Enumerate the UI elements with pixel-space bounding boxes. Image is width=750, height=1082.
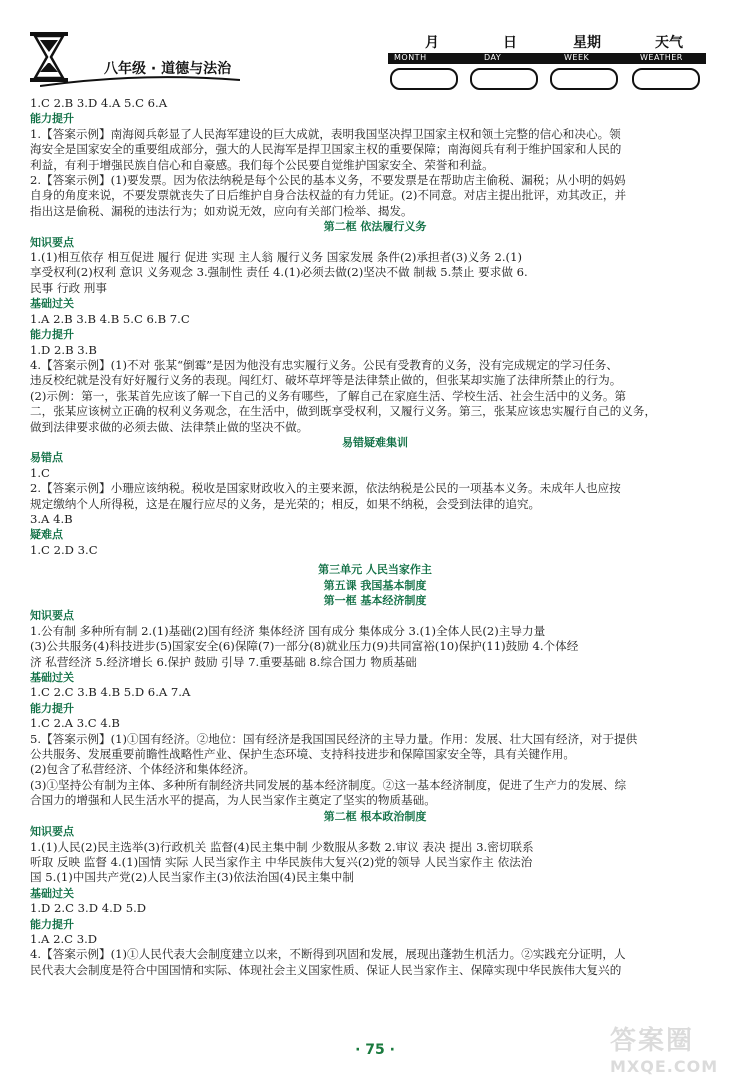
section-title: 第二框 依法履行义务 xyxy=(323,220,427,234)
section-label: 知识要点 xyxy=(30,235,74,249)
section-label: 基础过关 xyxy=(30,886,74,900)
cal-en-week: WEEK xyxy=(564,53,590,62)
answer-line: 5.【答案示例】(1)①国有经济。②地位：国有经济是我国国民经济的主导力量。作用：发展、壮大国有经济，对于提供 xyxy=(30,731,638,746)
answer-line: 1.C 2.C 3.B 4.B 5.D 6.A 7.A xyxy=(30,685,191,700)
answer-line: 海安全是国家安全的重要组成部分，强大的人民海军是捍卫国家主权的重要保障；南海阅兵有利于维护国家和人民的 xyxy=(30,142,622,157)
section-label: 易错点 xyxy=(30,451,63,465)
answer-line: 民事 行政 刑事 xyxy=(30,280,107,295)
cal-label-week: 星期 xyxy=(573,35,601,51)
answer-line: 二，张某应该树立正确的权利义务观念，在生活中，做到既享受权利，又履行义务。第三，张某应该忠实履行自己的义务， xyxy=(30,404,657,419)
cal-label-month: 月 xyxy=(425,35,439,51)
answer-content xyxy=(30,96,720,978)
watermark xyxy=(610,1020,740,1078)
answer-line: 合国力的增强和人民生活水平的提高，为人民当家作主奠定了坚实的物质基础。 xyxy=(30,793,436,808)
section-label: 能力提升 xyxy=(30,328,74,342)
section-title: 第二框 根本政治制度 xyxy=(323,809,427,823)
answer-line: 3.A 4.B xyxy=(30,511,73,526)
answer-line: 听取 反映 监督 4.(1)国情 实际 人民当家作主 中华民族伟大复兴(2)党的领导 人民当家作主 依法治 xyxy=(30,854,533,869)
answer-line: 1.C xyxy=(30,465,50,480)
answer-line: 指出这是偷税、漏税的违法行为；如劝说无效，应向有关部门检举、揭发。 xyxy=(30,203,413,218)
answer-line: 2.【答案示例】小珊应该纳税。税收是国家财政收入的主要来源，依法纳税是公民的一项基本义务。未成年人也应按 xyxy=(30,481,621,496)
answer-line: 1.D 2.B 3.B xyxy=(30,342,97,357)
answer-line: 1.D 2.C 3.D 4.D 5.D xyxy=(30,901,147,916)
section-label: 能力提升 xyxy=(30,917,74,931)
answer-line: 1.A 2.C 3.D xyxy=(30,931,98,946)
watermark-logo-text: 答案圈 xyxy=(610,1026,695,1056)
answer-line: (2)示例：第一，张某首先应该了解一下自己的义务有哪些，了解自己在家庭生活、学校生活、社会生活中的义务。第 xyxy=(30,388,627,403)
calendar-en-bar xyxy=(388,53,706,64)
section-label: 能力提升 xyxy=(30,112,74,126)
answer-line: 公共服务、发展重要前瞻性战略性产业、保护生态环境、支持科技进步和保障国家安全等，具有关键作用。 xyxy=(30,747,575,762)
cal-en-month: MONTH xyxy=(394,53,427,62)
answer-line: (2)包含了私营经济、个体经济和集体经济。 xyxy=(30,762,256,777)
month-field[interactable] xyxy=(390,68,458,90)
section-label: 能力提升 xyxy=(30,701,74,715)
day-field[interactable] xyxy=(470,68,538,90)
answer-line: 1.C 2.A 3.C 4.B xyxy=(30,716,120,731)
answer-line: 规定缴纳个人所得税，这是在履行应尽的义务，是光荣的；相反，如果不纳税，会受到法律的追究。 xyxy=(30,496,541,511)
page-header xyxy=(0,0,750,92)
cal-en-day: DAY xyxy=(484,53,502,62)
section-label: 基础过关 xyxy=(30,297,74,311)
section-title: 第一框 基本经济制度 xyxy=(323,594,427,607)
answer-line: 4.【答案示例】(1)不对 张某“倒霉”是因为他没有忠实履行义务。公民有受教育的义务，没有完成规定的学习任务、 xyxy=(30,357,618,372)
section-title: 第五课 我国基本制度 xyxy=(323,578,427,592)
cal-label-weather: 天气 xyxy=(655,35,683,51)
cal-en-weather: WEATHER xyxy=(640,53,683,62)
answer-line: 自身的角度来说，不要发票就丧失了日后维护自身合法权益的有力凭证。(2)不同意。对店主提出批评，劝其改正，并 xyxy=(30,188,627,203)
week-field[interactable] xyxy=(550,68,618,90)
answer-line: 1.公有制 多种所有制 2.(1)基础(2)国有经济 集体经济 国有成分 集体成分 3.(1)全体人民(2)主导力量 xyxy=(30,623,546,638)
section-label: 知识要点 xyxy=(30,825,74,839)
answer-line: 国 5.(1)中国共产党(2)人民当家作主(3)依法治国(4)民主集中制 xyxy=(30,870,354,885)
answer-line: 4.【答案示例】(1)①人民代表大会制度建立以来，不断得到巩固和发展，展现出蓬勃生机活力。②实践充分证明，人 xyxy=(30,947,626,962)
answer-line: 1.【答案示例】南海阅兵彰显了人民海军建设的巨大成就，表明我国坚决捍卫国家主权和领土完整的信心和决心。领 xyxy=(30,126,621,141)
answer-line: 民代表大会制度是符合中国国情和实际、体现社会主义国家性质、保证人民当家作主、保障实现中华民族伟大复兴的 xyxy=(30,962,622,977)
answer-line: 1.A 2.B 3.B 4.B 5.C 6.B 7.C xyxy=(30,311,190,326)
answer-line: 做到法律要求做的必须去做、法律禁止做的坚决不做。 xyxy=(30,419,309,434)
section-title: 易错疑难集训 xyxy=(342,435,408,449)
answer-line: 1.(1)相互依存 相互促进 履行 促进 实现 主人翁 履行义务 国家发展 条件(2)承担者(3)义务 2.(1) xyxy=(30,250,522,265)
watermark-url: MXQE.COM xyxy=(610,1057,719,1076)
answer-line: (3)公共服务(4)科技进步(5)国家安全(6)保障(7)一部分(8)就业压力(9)共同富裕(10)保护(11)鼓励 4.个体经 xyxy=(30,639,579,654)
page-number: · 75 · xyxy=(355,1042,395,1058)
section-label: 基础过关 xyxy=(30,671,74,685)
answer-line: 1.(1)人民(2)民主选举(3)行政机关 监督(4)民主集中制 少数服从多数 2.审议 表决 提出 3.密切联系 xyxy=(30,839,534,854)
subject-title: 八年级 · 道德与法治 xyxy=(104,61,232,77)
answer-line: 违反校纪就是没有好好履行义务的表现。闯红灯、破坏草坪等是法律禁止做的，但张某却实施了法律所禁止的行为。 xyxy=(30,373,622,388)
answer-line: 享受权利(2)权利 意识 义务观念 3.强制性 责任 4.(1)必须去做(2)坚决不做 制裁 5.禁止 要求做 6. xyxy=(30,265,528,280)
answer-line: (3)①坚持公有制为主体、多种所有制经济共同发展的基本经济制度。②这一基本经济制度，促进了生产力的发展、综 xyxy=(30,777,627,792)
section-label: 知识要点 xyxy=(30,609,74,623)
section-title: 第三单元 人民当家作主 xyxy=(318,563,432,577)
answer-line: 1.C 2.B 3.D 4.A 5.C 6.A xyxy=(30,96,168,110)
answer-line: 济 私营经济 5.经济增长 6.保护 鼓励 引导 7.重要基础 8.综合国力 物质基础 xyxy=(30,654,417,669)
section-label: 疑难点 xyxy=(30,528,63,542)
answer-line: 2.【答案示例】(1)要发票。因为依法纳税是每个公民的基本义务，不要发票是在帮助店主偷税、漏税；从小明的妈妈 xyxy=(30,173,626,188)
weather-field[interactable] xyxy=(632,68,700,90)
cal-label-day: 日 xyxy=(503,35,517,51)
answer-line: 1.C 2.D 3.C xyxy=(30,542,98,557)
calendar-labels xyxy=(385,32,705,52)
answer-line: 利益，有利于增强民族自信心和自豪感。我们每个公民要自觉维护国家安全、荣誉和利益。 xyxy=(30,157,494,172)
